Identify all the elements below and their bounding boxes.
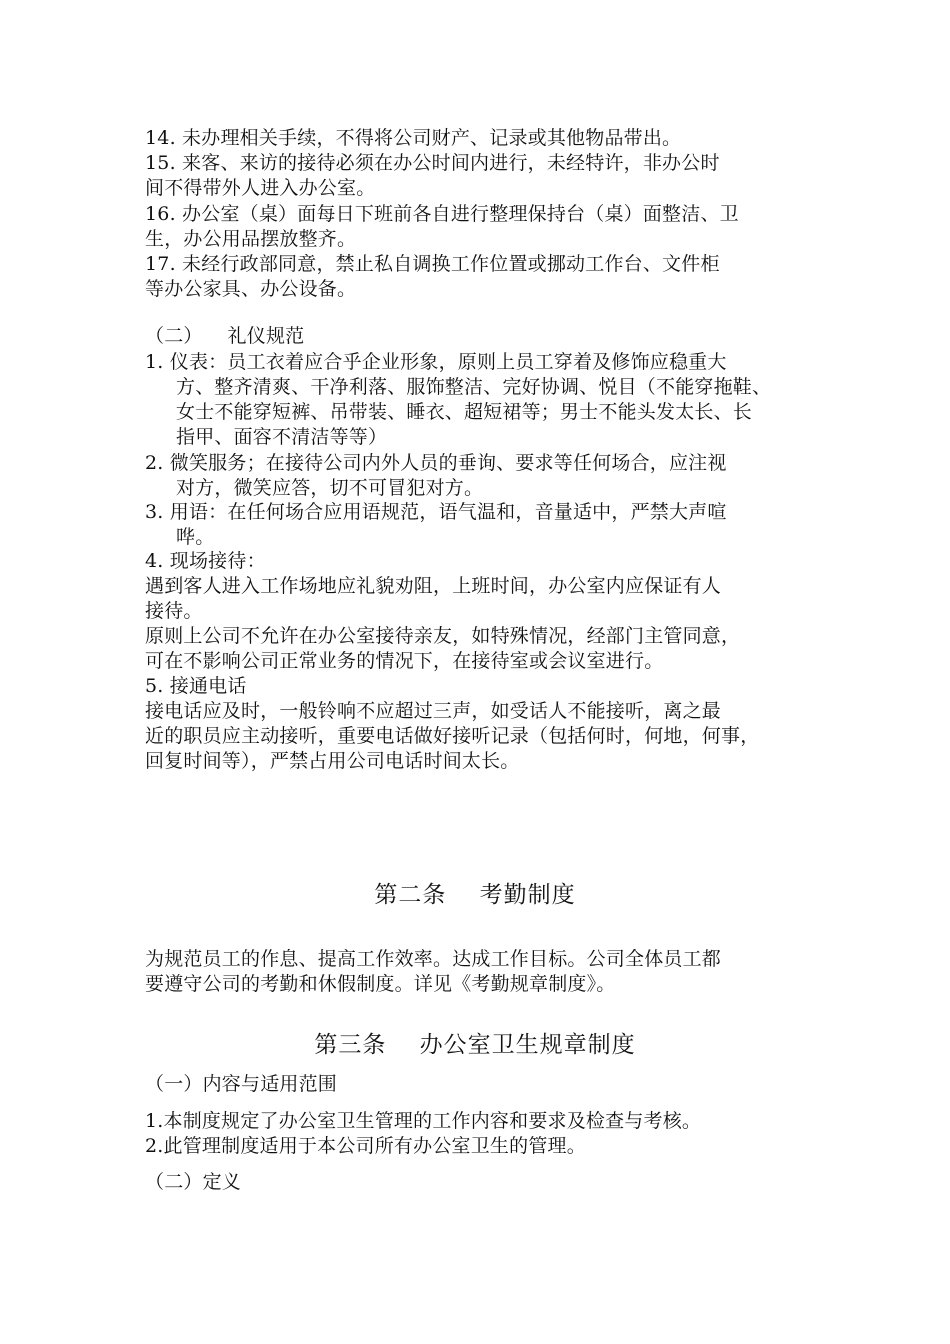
etiquette-item-3-line1: 3. 用语：在任何场合应用语规范，语气温和，音量适中，严禁大声喧	[145, 501, 727, 523]
etiquette-para-1-line2: 接待。	[145, 600, 203, 622]
etiquette-item-1-line1: 1. 仪表：员工衣着应合乎企业形象，原则上员工穿着及修饰应稳重大	[145, 351, 727, 373]
article-2-heading: 第二条 考勤制度	[374, 882, 576, 908]
section-title-etiquette: （二） 礼仪规范	[145, 325, 305, 347]
article-2-para-line1: 为规范员工的作息、提高工作效率。达成工作目标。公司全体员工都	[145, 948, 722, 970]
etiquette-item-3-line2: 哗。	[176, 526, 215, 548]
etiquette-item-5: 5. 接通电话	[145, 675, 247, 697]
etiquette-para-3-line2: 近的职员应主动接听，重要电话做好接听记录（包括何时，何地，何事，	[145, 725, 760, 747]
rule-17-line2: 等办公家具、办公设备。	[145, 278, 357, 300]
etiquette-para-3-line3: 回复时间等），严禁占用公司电话时间太长。	[145, 750, 520, 772]
etiquette-para-2-line2: 可在不影响公司正常业务的情况下，在接待室或会议室进行。	[145, 650, 664, 672]
rule-17-line1: 17. 未经行政部同意，禁止私自调换工作位置或挪动工作台、文件柜	[145, 253, 720, 275]
rule-16-line1: 16. 办公室（桌）面每日下班前各自进行整理保持台（桌）面整洁、卫	[145, 203, 739, 225]
etiquette-item-1-line3: 女士不能穿短裤、吊带装、睡衣、超短裙等；男士不能头发太长、长	[176, 401, 753, 423]
article-3-heading: 第三条 办公室卫生规章制度	[314, 1032, 636, 1058]
etiquette-item-1-line2: 方、整齐清爽、干净利落、服饰整洁、完好协调、悦目（不能穿拖鞋、	[176, 376, 772, 398]
rule-14: 14. 未办理相关手续，不得将公司财产、记录或其他物品带出。	[145, 127, 682, 149]
etiquette-item-2-line2: 对方，微笑应答，切不可冒犯对方。	[176, 477, 484, 499]
etiquette-para-1-line1: 遇到客人进入工作场地应礼貌劝阻，上班时间，办公室内应保证有人	[145, 575, 722, 597]
etiquette-item-4: 4. 现场接待：	[145, 550, 266, 572]
rule-16-line2: 生，办公用品摆放整齐。	[145, 228, 357, 250]
article-3-item-2: 2.此管理制度适用于本公司所有办公室卫生的管理。	[145, 1135, 586, 1157]
article-3-subsection-2: （二）定义	[145, 1171, 242, 1193]
rule-15-line2: 间不得带外人进入办公室。	[145, 177, 376, 199]
article-3-subsection-1: （一）内容与适用范围	[145, 1073, 338, 1095]
etiquette-item-1-line4: 指甲、面容不清洁等等）	[176, 426, 388, 448]
article-3-item-1: 1.本制度规定了办公室卫生管理的工作内容和要求及检查与考核。	[145, 1110, 702, 1132]
etiquette-para-3-line1: 接电话应及时，一般铃响不应超过三声，如受话人不能接听，离之最	[145, 700, 722, 722]
etiquette-para-2-line1: 原则上公司不允许在办公室接待亲友，如特殊情况，经部门主管同意，	[145, 625, 741, 647]
article-2-para-line2: 要遵守公司的考勤和休假制度。详见《考勤规章制度》。	[145, 973, 616, 995]
etiquette-item-2-line1: 2. 微笑服务；在接待公司内外人员的垂询、要求等任何场合，应注视	[145, 452, 727, 474]
rule-15-line1: 15. 来客、来访的接待必须在办公时间内进行，未经特许，非办公时	[145, 152, 720, 174]
